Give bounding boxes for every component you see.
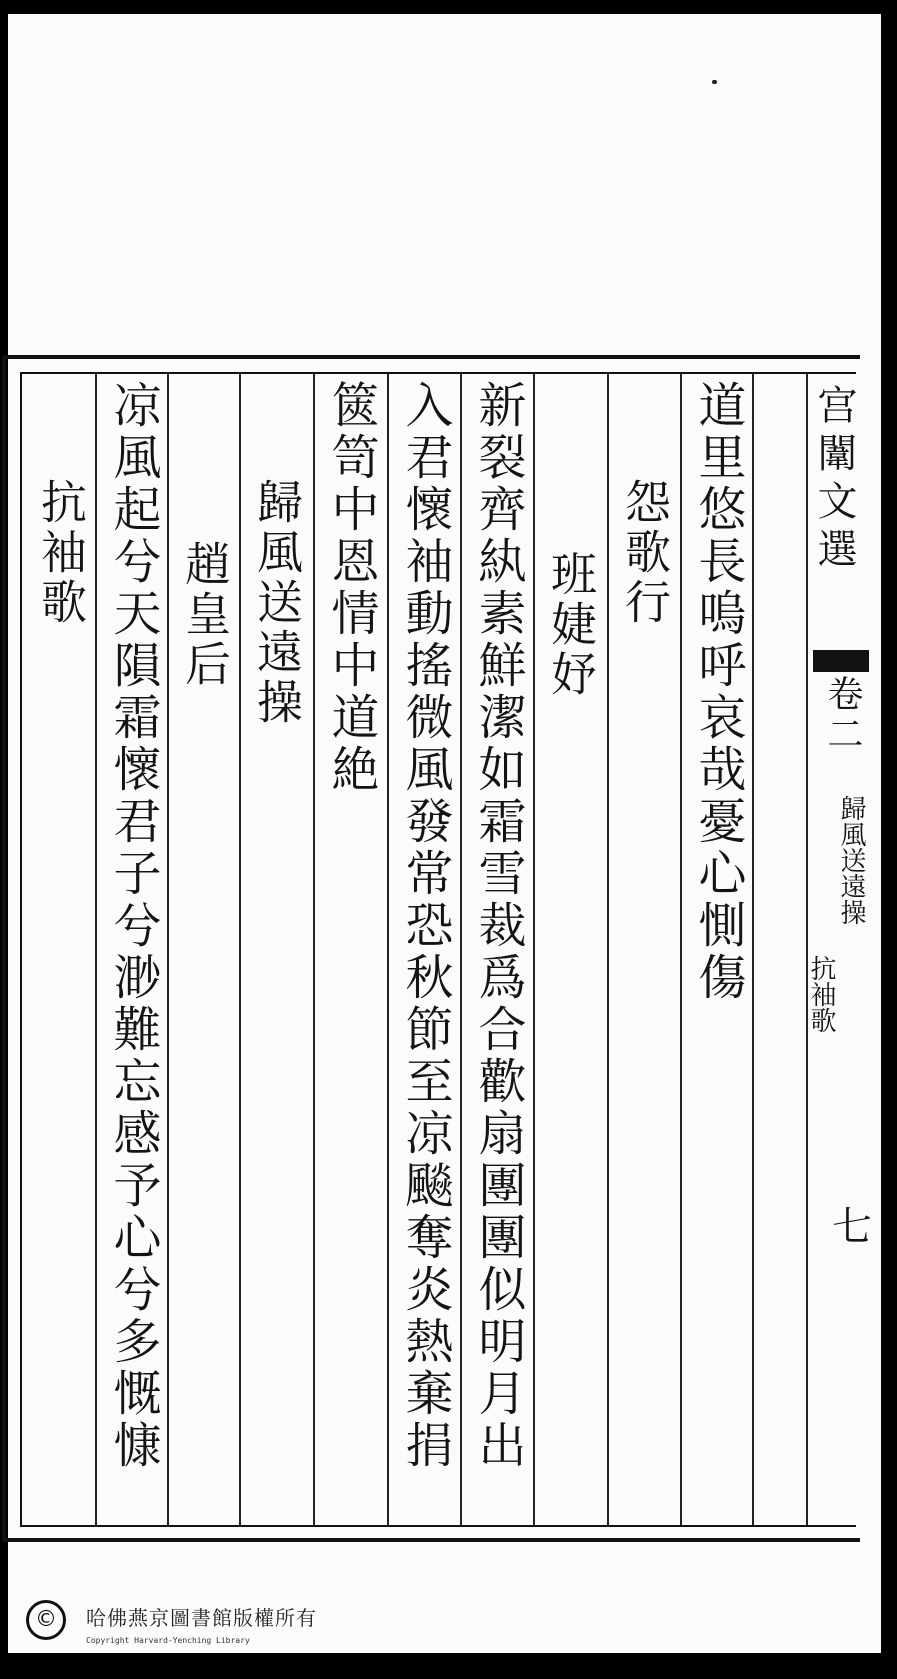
poem-title: 怨歌行 [618,478,672,628]
ink-speck [712,80,717,84]
margin-subtitle: 歸風送遠操 [836,795,866,925]
poem-title: 歸風送遠操 [250,478,304,728]
column-rule [806,374,808,1525]
column-rule [167,374,169,1525]
column-rule [533,374,535,1525]
page-number: 七 [832,1204,872,1250]
text-column: 凉風起兮天隕霜懷君子兮渺難忘感予心兮多慨慷 [105,380,161,1472]
copyright-text-en: Copyright Harvard-Yenching Library [86,1636,250,1645]
book-title: 宫闈文選 [811,384,857,576]
poem-title: 抗袖歌 [34,478,88,628]
margin-subtitle: 抗袖歌 [806,955,836,1033]
column-rule [607,374,609,1525]
column-rule [95,374,97,1525]
copyright-text-cn: 哈佛燕京圖書館版權所有 [86,1606,317,1630]
column-rule [752,374,754,1525]
column-rule [239,374,241,1525]
text-column: 入君懷袖動搖微風發常恐秋節至凉飈奪炎熱棄捐 [397,380,453,1472]
fishtail-mark [813,650,869,672]
author-name: 班婕妤 [544,550,598,700]
column-rule [680,374,682,1525]
juan-label: 卷二 [822,675,863,755]
column-rule [387,374,389,1525]
text-column: 道里悠長嗚呼哀哉憂心惻傷 [690,380,746,1004]
copyright-icon: © [26,1600,66,1640]
column-rule [460,374,462,1525]
author-name: 趙皇后 [178,540,232,690]
column-rule [313,374,315,1525]
text-column: 篋笥中恩情中道絶 [323,380,379,796]
text-column: 新裂齊紈素鮮潔如霜雪裁爲合歡扇團團似明月出 [470,380,526,1472]
